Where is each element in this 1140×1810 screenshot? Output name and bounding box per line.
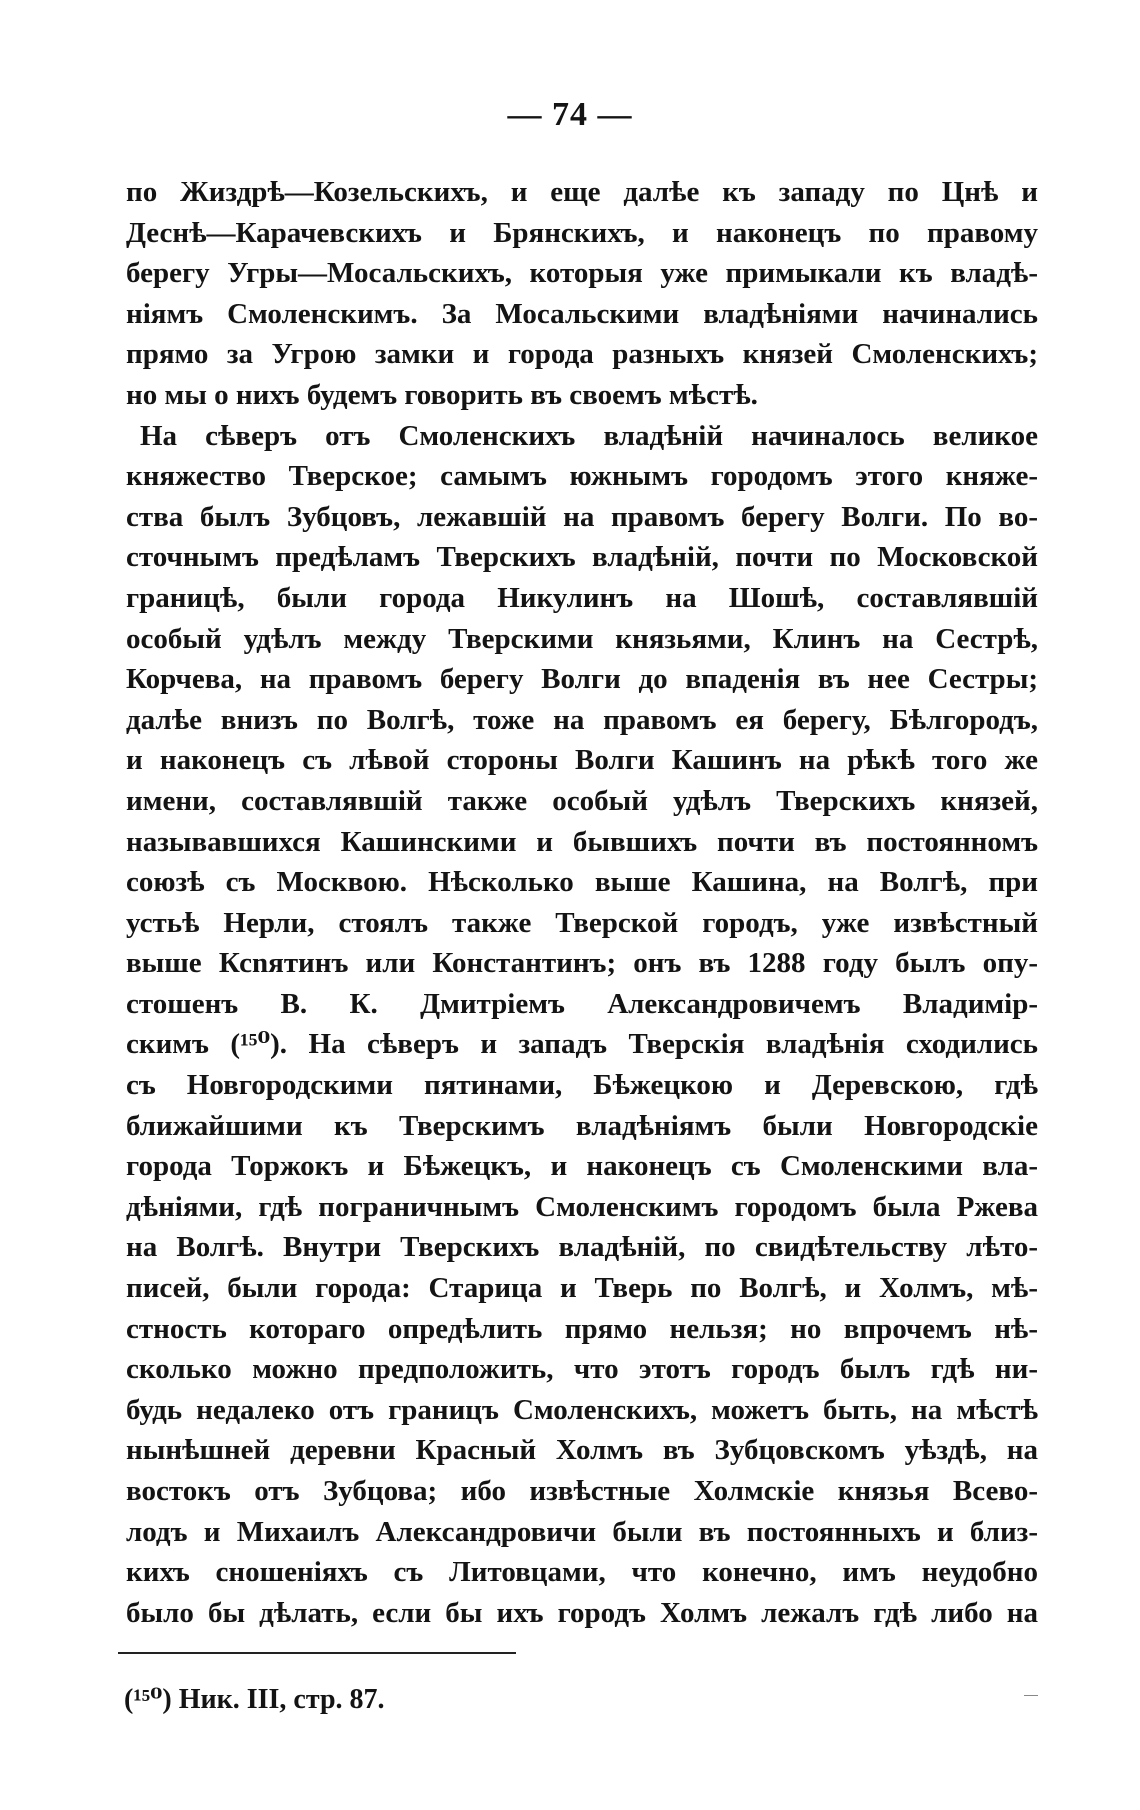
text-line: ближайшими къ Тверскимъ владѣніямъ были Новгородскіе (126, 1109, 1038, 1142)
text-line: союзѣ съ Москвою. Нѣсколько выше Кашина, на Волгѣ, при (126, 866, 1038, 899)
text-line: называвшихся Кашинскими и бывшихъ почти въ постоянномъ (126, 825, 1038, 858)
footnote: (¹⁵⁰) Ник. III, стр. 87. (124, 1684, 385, 1715)
text-line: На сѣверъ отъ Смоленскихъ владѣній начиналось великое (140, 419, 1038, 452)
scan-mark (1024, 1695, 1038, 1696)
text-line: особый удѣлъ между Тверскими князьями, Клинъ на Сестрѣ, (126, 622, 1038, 655)
text-line: нынѣшней деревни Красный Холмъ въ Зубцовскомъ уѣздѣ, на (126, 1434, 1038, 1467)
text-line: имени, составлявшій также особый удѣлъ Тверскихъ князей, (126, 784, 1038, 817)
text-line: востокъ отъ Зубцова; ибо извѣстные Холмскіе князья Всево- (126, 1475, 1038, 1507)
text-line: княжество Тверское; самымъ южнымъ городомъ этого княже- (126, 460, 1038, 493)
text-line: города Торжокъ и Бѣжецкъ, и наконецъ съ Смоленскими вла- (126, 1150, 1038, 1183)
text-line: по Жиздрѣ—Козельскихъ, и еще далѣе къ западу по Цнѣ и (126, 176, 1038, 208)
text-line: устьѣ Нерли, стоялъ также Тверской городъ, уже извѣстный (126, 906, 1038, 939)
text-line: дѣніями, гдѣ пограничнымъ Смоленскимъ городомъ была Ржева (126, 1190, 1038, 1223)
text-line: стность котораго опредѣлить прямо нельзя; но впрочемъ нѣ- (126, 1312, 1038, 1345)
text-line: берегу Угры—Мосальскихъ, которыя уже примыкали къ владѣ- (126, 257, 1038, 290)
footnote-divider (118, 1652, 516, 1654)
text-line: прямо за Угрою замки и города разныхъ князей Смоленскихъ; (126, 338, 1038, 371)
text-line: будь недалеко отъ границъ Смоленскихъ, можетъ быть, на мѣстѣ (126, 1393, 1038, 1426)
page-number: — 74 — (507, 96, 633, 133)
text-line: ніямъ Смоленскимъ. За Мосальскими владѣніями начинались (126, 297, 1038, 330)
text-line: далѣе внизъ по Волгѣ, тоже на правомъ ея берегу, Бѣлгородъ, (126, 703, 1038, 736)
text-line: на Волгѣ. Внутри Тверскихъ владѣній, по свидѣтельству лѣто- (126, 1231, 1038, 1264)
text-line: сколько можно предположить, что этотъ городъ былъ гдѣ ни- (126, 1353, 1038, 1386)
text-line: Корчева, на правомъ берегу Волги до впаденія въ нее Сестры; (126, 663, 1038, 696)
text-line-with-footnote-ref: скимъ (¹⁵⁰). На сѣверъ и западъ Тверскія владѣнія сходились (126, 1028, 1038, 1061)
text-line: Деснѣ—Карачевскихъ и Брянскихъ, и наконецъ по правому (126, 216, 1038, 249)
text-line: границѣ, были города Никулинъ на Шошѣ, составлявшій (126, 581, 1038, 614)
text-line: было бы дѣлать, если бы ихъ городъ Холмъ лежалъ гдѣ либо на (126, 1596, 1038, 1629)
text-line: и наконецъ съ лѣвой стороны Волги Кашинъ на рѣкѣ того же (126, 744, 1038, 777)
text-line: съ Новгородскими пятинами, Бѣжецкою и Деревскою, гдѣ (126, 1069, 1038, 1102)
text-line: кихъ сношеніяхъ съ Литовцами, что конечно, имъ неудобно (126, 1556, 1038, 1589)
text-line: выше Ксnятинъ или Константинъ; онъ въ 1288 году былъ опу- (126, 947, 1038, 980)
text-line: сточнымъ предѣламъ Тверскихъ владѣній, почти по Московской (126, 541, 1038, 574)
text-line: ства былъ Зубцовъ, лежавшій на правомъ берегу Волги. По во- (126, 500, 1038, 533)
text-line: стошенъ В. К. Дмитріемъ Александровичемъ Владимір- (126, 987, 1038, 1020)
text-line: лодъ и Михаилъ Александровичи были въ постоянныхъ и близ- (126, 1515, 1038, 1548)
body-text (126, 172, 1038, 1633)
text-line: писей, были города: Старица и Тверь по Волгѣ, и Холмъ, мѣ- (126, 1272, 1038, 1305)
text-line: но мы о нихъ будемъ говорить въ своемъ мѣстѣ. (126, 378, 758, 411)
